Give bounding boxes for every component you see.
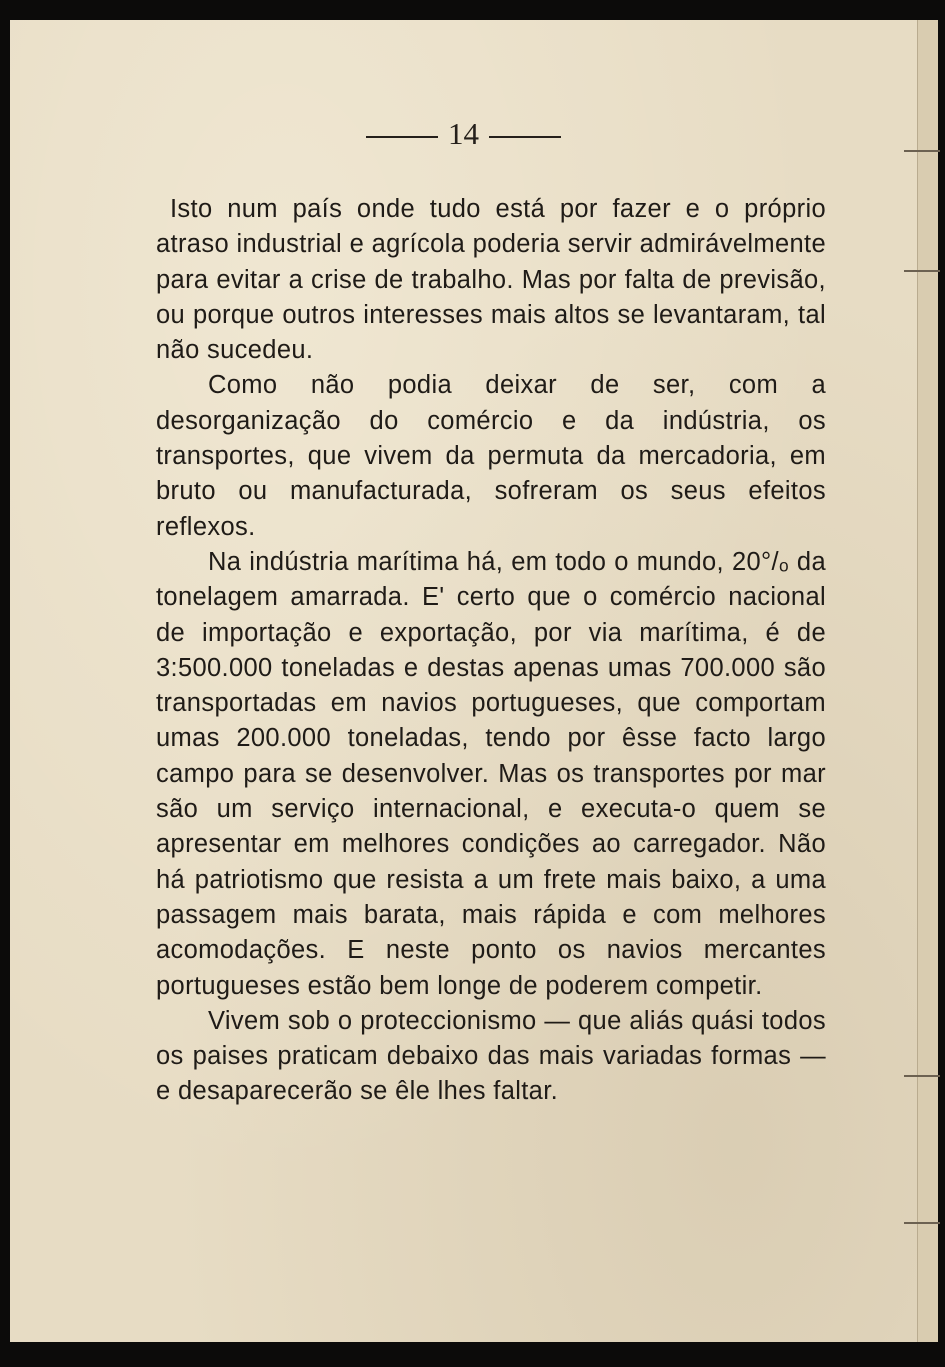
header-rule-right [489, 136, 561, 138]
header-rule-left [366, 136, 438, 138]
book-page [10, 20, 917, 1342]
page-number: 14 [448, 116, 479, 151]
edge-tick-mark [904, 150, 940, 152]
page-header [10, 116, 917, 152]
paragraph-3: Na indústria marítima há, em todo o mundo, 20°/ₒ da tonelagem amarrada. E' certo que o comércio nacional de importação e exportação, por via marítima, é de 3:500.000 toneladas e destas apenas umas 700.000 são transportadas em navios portugueses, que comportam umas 200.000 toneladas, tendo por êsse facto largo campo para se desenvolver. Mas os transportes por mar são um serviço internacional, e executa-o quem se apresentar em melhores condições ao carregador. Não há patriotismo que resista a um frete mais baixo, a uma passagem mais barata, mais rápida e com melhores acomodações. E neste ponto os navios mercantes portugueses estão bem longe de poderem competir. [156, 547, 826, 1000]
edge-tick-mark [904, 1075, 940, 1077]
page-edge-strip [917, 20, 938, 1342]
paragraph-1: Isto num país onde tudo está por fazer e o próprio atraso industrial e agrícola poderia servir admirávelmente para evitar a crise de trabalho. Mas por falta de previsão, ou porque outros interesses mais altos se levantaram, tal não sucedeu. [156, 195, 826, 365]
paragraph-2: Como não podia deixar de ser, com a desorganização do comércio e da indústria, os transportes, que vivem da permuta da mercadoria, em bruto ou manufacturada, sofreram os seus efeitos reflexos. [156, 371, 826, 541]
edge-tick-mark [904, 1222, 940, 1224]
paragraph-4: Vivem sob o proteccionismo — que aliás quási todos os paises praticam debaixo das mais variadas formas — e desaparecerão se êle lhes faltar. [156, 1006, 826, 1106]
body-text [156, 192, 826, 1110]
edge-tick-mark [904, 270, 940, 272]
